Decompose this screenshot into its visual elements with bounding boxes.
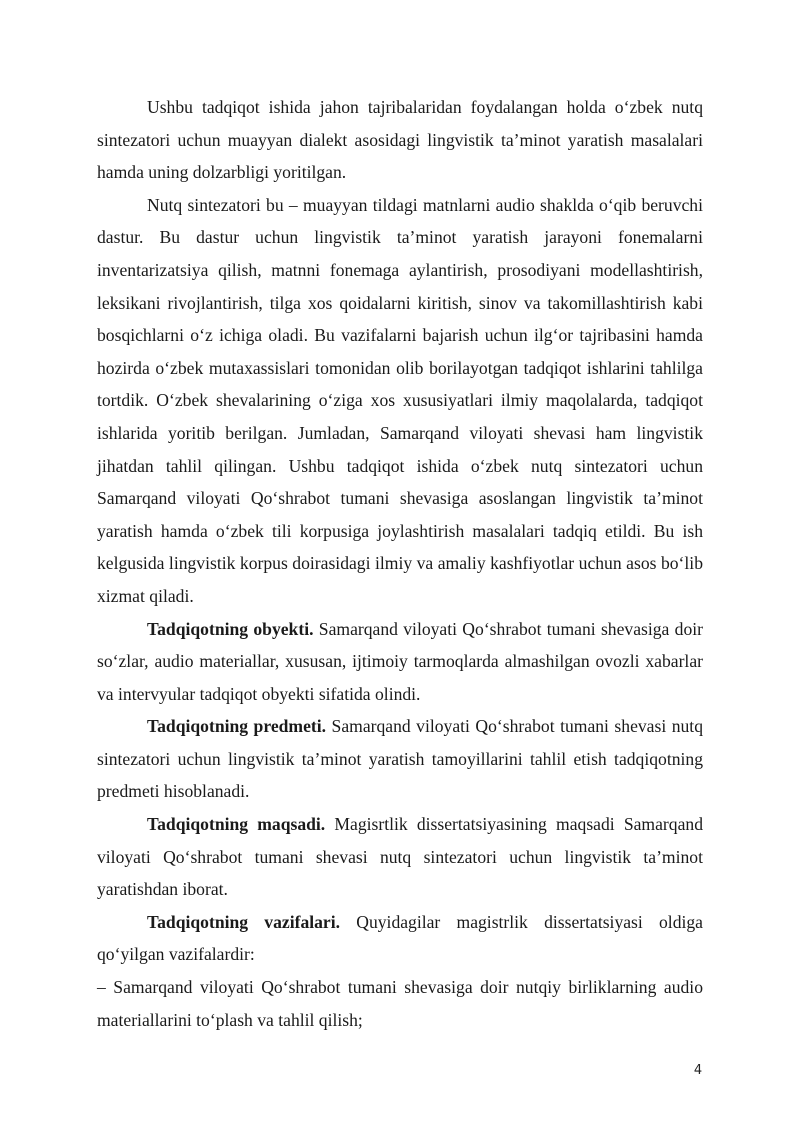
paragraph-intro [97, 91, 703, 189]
research-tasks-text: Quyidagilar magistrlik dissertatsiyasi oldiga qo‘yilgan vazifalardir: [97, 911, 703, 965]
paragraph-research-object [97, 613, 703, 711]
document-page [97, 91, 703, 1036]
paragraph-intro-text: Ushbu tadqiqot ishida jahon tajribalaridan foydalangan holda o‘zbek nutq sintezatori uchun muayyan dialekt asosidagi lingvistik ta’minot yaratish masalalari hamda uning dolzarbligi yoritilgan. [97, 97, 703, 183]
paragraph-research-goal [97, 808, 703, 906]
page-number: 4 [693, 1063, 703, 1078]
research-subject-heading: Tadqiqotning predmeti. [147, 716, 327, 737]
paragraph-research-subject [97, 710, 703, 808]
list-item [97, 971, 703, 1036]
research-object-text: Samarqand viloyati Qo‘shrabot tumani shevasiga doir so‘zlar, audio materiallar, xususan, ijtimoiy tarmoqlarda almashilgan ovozli xabarlar va intervyular tadqiqot obyekti sifatida olindi. [97, 618, 703, 704]
research-object-heading: Tadqiqotning obyekti. [147, 618, 314, 639]
research-goal-heading: Tadqiqotning maqsadi. [147, 814, 326, 835]
paragraph-synthesizer-definition-text: Nutq sintezatori bu – muayyan tildagi matnlarni audio shaklda o‘qib beruvchi dastur. Bu dastur uchun lingvistik ta’minot yaratish jarayoni fonemalarni inventarizatsiya qilish, matnni fonemaga aylantirish, prosodiyani modellashtirish, leksikani rivojlantirish, tilga xos qoidalarni kiritish, sinov va takomillashtirish kabi bosqichlarni o‘z ichiga oladi. Bu vazifalarni bajarish uchun ilg‘or tajribasini hamda hozirda o‘zbek mutaxassislari tomonidan olib borilayotgan tadqiqot ishlarini tahlilga tortdik. O‘zbek shevalarining o‘ziga xos xususiyatlari ilmiy maqolalarda, tadqiqot ishlarida yoritib berilgan. Jumladan, Samarqand viloyati shevasi ham lingvistik jihatdan tahlil qilingan. Ushbu tadqiqot ishida o‘zbek nutq sintezatori uchun Samarqand viloyati Qo‘shrabot tumani shevasiga asoslangan lingvistik ta’minot yaratish hamda o‘zbek tili korpusiga joylashtirish masalalari tadqiq etildi. Bu ish kelgusida lingvistik korpus doirasidagi ilmiy va amaliy kashfiyotlar uchun asos bo‘lib xizmat qiladi. [97, 194, 703, 606]
research-subject-text: Samarqand viloyati Qo‘shrabot tumani shevasi nutq sintezatori uchun lingvistik ta’minot yaratish tamoyillarini tahlil etish tadqiqotning predmeti hisoblanadi. [97, 716, 703, 802]
paragraph-research-tasks [97, 906, 703, 971]
research-tasks-heading: Tadqiqotning vazifalari. [147, 911, 341, 932]
list-item-text: – Samarqand viloyati Qo‘shrabot tumani shevasiga doir nutqiy birliklarning audio materiallarini to‘plash va tahlil qilish; [97, 977, 703, 1030]
paragraph-synthesizer-definition [97, 189, 703, 613]
research-goal-text: Magisrtlik dissertatsiyasining maqsadi Samarqand viloyati Qo‘shrabot tumani shevasi nutq sintezatori uchun lingvistik ta’minot yaratishdan iborat. [97, 814, 703, 900]
